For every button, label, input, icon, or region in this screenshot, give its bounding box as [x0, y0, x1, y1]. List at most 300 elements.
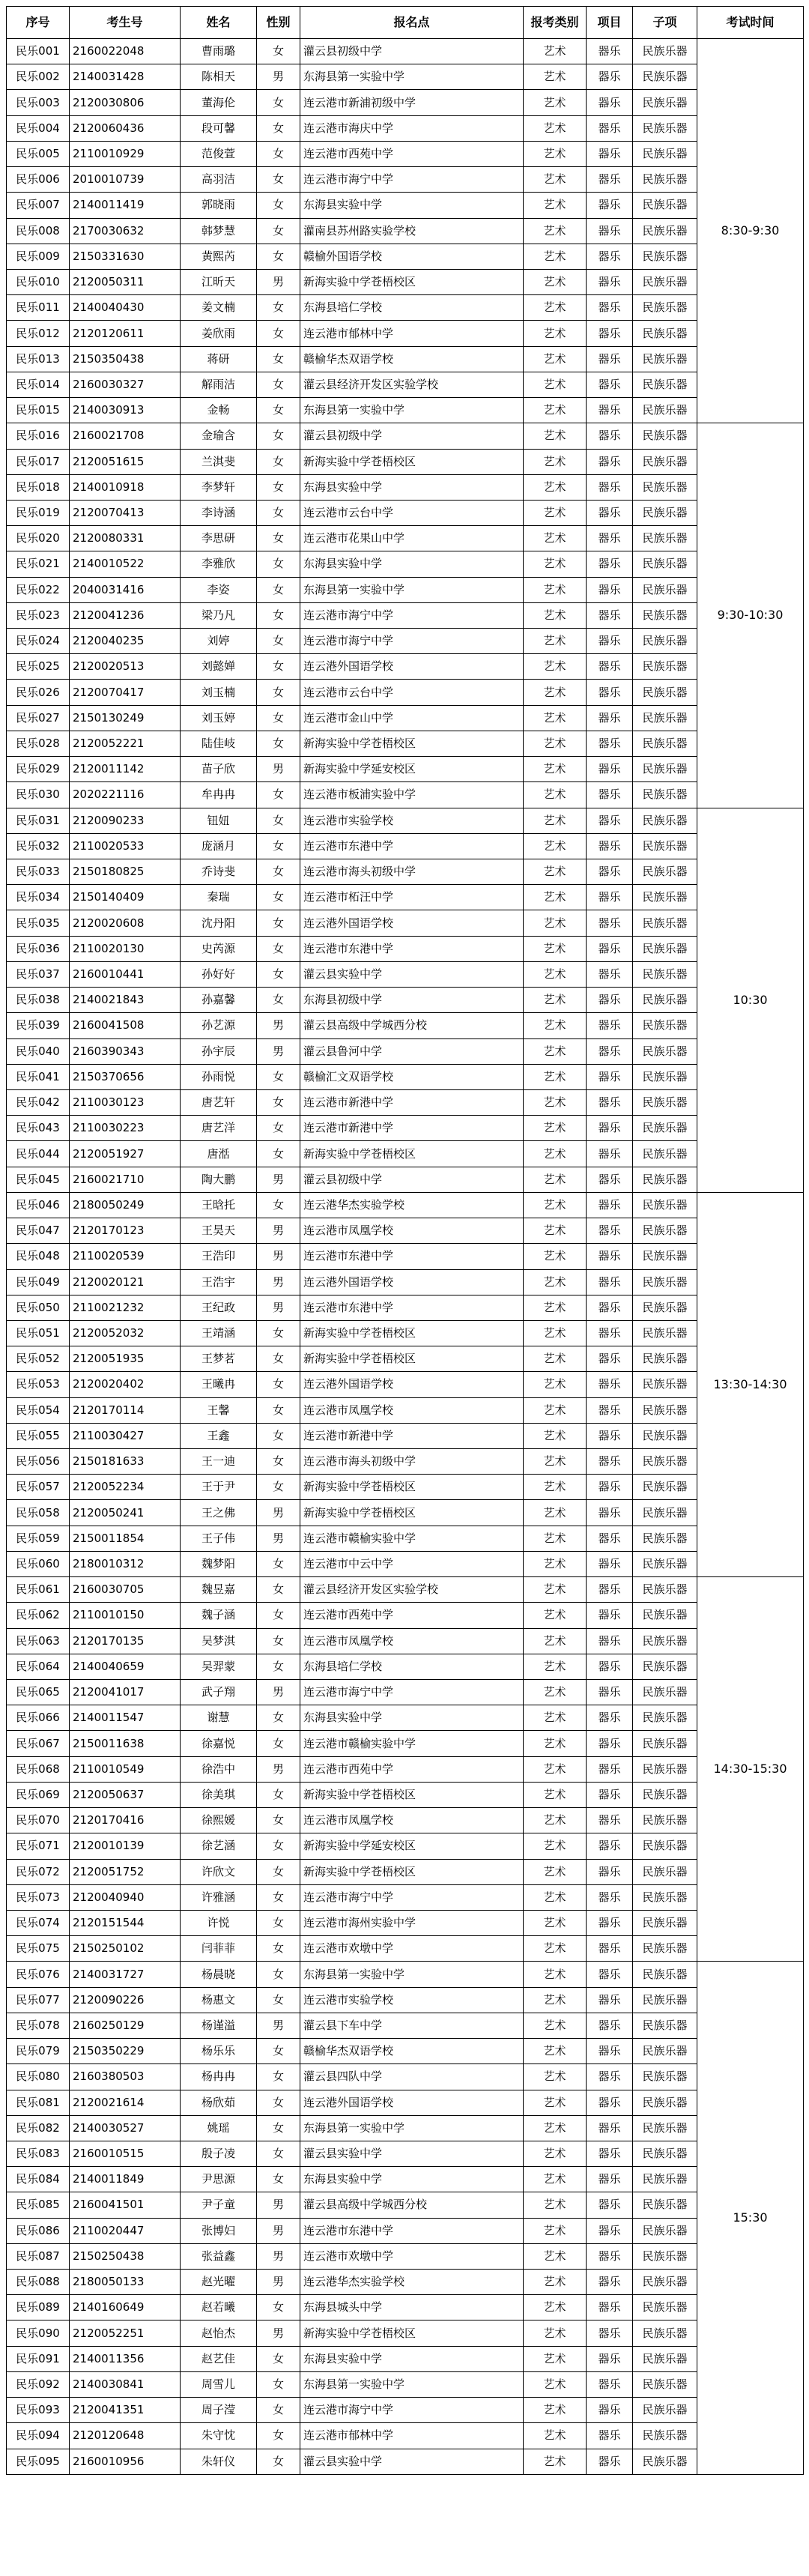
name-cell: 尹子童 — [181, 2192, 257, 2218]
item-cell: 器乐 — [587, 988, 633, 1013]
gender-cell: 女 — [257, 398, 300, 423]
category-cell: 艺术 — [524, 2398, 587, 2423]
site-cell: 东海县实验中学 — [300, 2346, 524, 2371]
gender-cell: 男 — [257, 1269, 300, 1295]
gender-cell: 男 — [257, 64, 300, 90]
subitem-cell: 民族乐器 — [633, 782, 697, 808]
exam-no-cell: 2120050311 — [70, 269, 181, 294]
subitem-cell: 民族乐器 — [633, 2090, 697, 2115]
table-row — [7, 988, 804, 1013]
site-cell: 新海实验中学苍梧校区 — [300, 1141, 524, 1167]
name-cell: 徐美琪 — [181, 1782, 257, 1807]
site-cell: 连云港外国语学校 — [300, 910, 524, 936]
seq-cell: 民乐041 — [7, 1064, 70, 1089]
exam-no-cell: 2120060436 — [70, 115, 181, 141]
gender-cell: 女 — [257, 321, 300, 346]
gender-cell: 女 — [257, 423, 300, 449]
category-cell: 艺术 — [524, 1218, 587, 1244]
name-cell: 赵光曜 — [181, 2270, 257, 2295]
name-cell: 李思研 — [181, 526, 257, 551]
table-row — [7, 321, 804, 346]
subitem-cell: 民族乐器 — [633, 2192, 697, 2218]
exam-no-cell: 2110021232 — [70, 1295, 181, 1320]
gender-cell: 女 — [257, 961, 300, 987]
table-body — [7, 39, 804, 2475]
site-cell: 新海实验中学苍梧校区 — [300, 1475, 524, 1500]
exam-no-cell: 2120052032 — [70, 1320, 181, 1346]
exam-no-cell: 2140030841 — [70, 2371, 181, 2397]
site-cell: 连云港外国语学校 — [300, 654, 524, 680]
exam-no-cell: 2150250102 — [70, 1936, 181, 1962]
gender-cell: 女 — [257, 2449, 300, 2474]
category-cell: 艺术 — [524, 1859, 587, 1884]
site-cell: 灌云县下车中学 — [300, 2013, 524, 2038]
subitem-cell: 民族乐器 — [633, 1116, 697, 1141]
header-name: 姓名 — [181, 7, 257, 39]
item-cell: 器乐 — [587, 731, 633, 756]
gender-cell: 女 — [257, 885, 300, 910]
site-cell: 连云港市凤凰学校 — [300, 1808, 524, 1833]
gender-cell: 女 — [257, 1064, 300, 1089]
seq-cell: 民乐090 — [7, 2320, 70, 2346]
gender-cell: 女 — [257, 295, 300, 321]
name-cell: 陈相天 — [181, 64, 257, 90]
item-cell: 器乐 — [587, 782, 633, 808]
category-cell: 艺术 — [524, 2346, 587, 2371]
category-cell: 艺术 — [524, 936, 587, 961]
seq-cell: 民乐079 — [7, 2039, 70, 2064]
category-cell: 艺术 — [524, 2295, 587, 2320]
exam-no-cell: 2160021710 — [70, 1167, 181, 1192]
seq-cell: 民乐067 — [7, 1731, 70, 1756]
subitem-cell: 民族乐器 — [633, 961, 697, 987]
category-cell: 艺术 — [524, 577, 587, 602]
exam-no-cell: 2160030705 — [70, 1577, 181, 1603]
gender-cell: 女 — [257, 1372, 300, 1397]
table-row — [7, 423, 804, 449]
exam-no-cell: 2160021708 — [70, 423, 181, 449]
seq-cell: 民乐040 — [7, 1038, 70, 1064]
exam-no-cell: 2020221116 — [70, 782, 181, 808]
gender-cell: 女 — [257, 193, 300, 218]
subitem-cell: 民族乐器 — [633, 1808, 697, 1833]
seq-cell: 民乐070 — [7, 1808, 70, 1833]
exam-no-cell: 2120050241 — [70, 1500, 181, 1526]
table-row — [7, 859, 804, 885]
subitem-cell: 民族乐器 — [633, 1551, 697, 1576]
seq-cell: 民乐030 — [7, 782, 70, 808]
subitem-cell: 民族乐器 — [633, 551, 697, 577]
table-row — [7, 2270, 804, 2295]
subitem-cell: 民族乐器 — [633, 2320, 697, 2346]
exam-no-cell: 2120051615 — [70, 449, 181, 474]
exam-no-cell: 2150011638 — [70, 1731, 181, 1756]
exam-no-cell: 2110030223 — [70, 1116, 181, 1141]
gender-cell: 女 — [257, 2115, 300, 2141]
seq-cell: 民乐045 — [7, 1167, 70, 1192]
seq-cell: 民乐057 — [7, 1475, 70, 1500]
item-cell: 器乐 — [587, 2449, 633, 2474]
name-cell: 李雅欣 — [181, 551, 257, 577]
category-cell: 艺术 — [524, 1884, 587, 1910]
table-row — [7, 449, 804, 474]
name-cell: 苗子欣 — [181, 757, 257, 782]
item-cell: 器乐 — [587, 2398, 633, 2423]
site-cell: 连云港市中云中学 — [300, 1551, 524, 1576]
exam-no-cell: 2140040430 — [70, 295, 181, 321]
item-cell: 器乐 — [587, 1295, 633, 1320]
site-cell: 新海实验中学苍梧校区 — [300, 269, 524, 294]
seq-cell: 民乐060 — [7, 1551, 70, 1576]
subitem-cell: 民族乐器 — [633, 910, 697, 936]
header-gender: 性别 — [257, 7, 300, 39]
category-cell: 艺术 — [524, 1449, 587, 1475]
exam-no-cell: 2120051752 — [70, 1859, 181, 1884]
name-cell: 兰淇斐 — [181, 449, 257, 474]
seq-cell: 民乐048 — [7, 1244, 70, 1269]
category-cell: 艺术 — [524, 2320, 587, 2346]
seq-cell: 民乐006 — [7, 167, 70, 193]
subitem-cell: 民族乐器 — [633, 2167, 697, 2192]
subitem-cell: 民族乐器 — [633, 1475, 697, 1500]
name-cell: 尹思源 — [181, 2167, 257, 2192]
seq-cell: 民乐064 — [7, 1654, 70, 1679]
name-cell: 许悦 — [181, 1910, 257, 1935]
table-row — [7, 1038, 804, 1064]
table-row — [7, 1526, 804, 1551]
category-cell: 艺术 — [524, 1244, 587, 1269]
name-cell: 徐熙媛 — [181, 1808, 257, 1833]
subitem-cell: 民族乐器 — [633, 833, 697, 859]
table-row — [7, 141, 804, 166]
exam-no-cell: 2140031428 — [70, 64, 181, 90]
exam-no-cell: 2120151544 — [70, 1910, 181, 1935]
item-cell: 器乐 — [587, 2295, 633, 2320]
seq-cell: 民乐093 — [7, 2398, 70, 2423]
table-row — [7, 1167, 804, 1192]
site-cell: 连云港华杰实验学校 — [300, 1192, 524, 1218]
site-cell: 连云港市凤凰学校 — [300, 1397, 524, 1423]
exam-no-cell: 2160030327 — [70, 372, 181, 397]
name-cell: 王鑫 — [181, 1423, 257, 1448]
seq-cell: 民乐028 — [7, 731, 70, 756]
item-cell: 器乐 — [587, 1705, 633, 1731]
category-cell: 艺术 — [524, 654, 587, 680]
subitem-cell: 民族乐器 — [633, 193, 697, 218]
item-cell: 器乐 — [587, 910, 633, 936]
gender-cell: 女 — [257, 910, 300, 936]
seq-cell: 民乐010 — [7, 269, 70, 294]
name-cell: 姚瑶 — [181, 2115, 257, 2141]
table-row — [7, 1654, 804, 1679]
category-cell: 艺术 — [524, 1013, 587, 1038]
item-cell: 器乐 — [587, 90, 633, 115]
category-cell: 艺术 — [524, 1038, 587, 1064]
exam-no-cell: 2040031416 — [70, 577, 181, 602]
table-row — [7, 1551, 804, 1576]
gender-cell: 女 — [257, 372, 300, 397]
item-cell: 器乐 — [587, 2371, 633, 2397]
name-cell: 史芮源 — [181, 936, 257, 961]
gender-cell: 女 — [257, 115, 300, 141]
category-cell: 艺术 — [524, 1167, 587, 1192]
category-cell: 艺术 — [524, 2371, 587, 2397]
item-cell: 器乐 — [587, 1603, 633, 1628]
site-cell: 灌云县高级中学城西分校 — [300, 2192, 524, 2218]
subitem-cell: 民族乐器 — [633, 1756, 697, 1782]
subitem-cell: 民族乐器 — [633, 1526, 697, 1551]
item-cell: 器乐 — [587, 2115, 633, 2141]
seq-cell: 民乐046 — [7, 1192, 70, 1218]
exam-no-cell: 2160041501 — [70, 2192, 181, 2218]
seq-cell: 民乐043 — [7, 1116, 70, 1141]
seq-cell: 民乐015 — [7, 398, 70, 423]
item-cell: 器乐 — [587, 372, 633, 397]
exam-no-cell: 2110030123 — [70, 1089, 181, 1115]
table-row — [7, 782, 804, 808]
category-cell: 艺术 — [524, 1269, 587, 1295]
name-cell: 陆佳岐 — [181, 731, 257, 756]
site-cell: 赣榆外国语学校 — [300, 244, 524, 269]
category-cell: 艺术 — [524, 474, 587, 500]
exam-time-cell: 9:30-10:30 — [697, 423, 804, 808]
site-cell: 东海县培仁学校 — [300, 1654, 524, 1679]
header-exam-no: 考生号 — [70, 7, 181, 39]
category-cell: 艺术 — [524, 1756, 587, 1782]
name-cell: 魏子涵 — [181, 1603, 257, 1628]
header-seq: 序号 — [7, 7, 70, 39]
category-cell: 艺术 — [524, 2115, 587, 2141]
category-cell: 艺术 — [524, 1320, 587, 1346]
name-cell: 杨谨溢 — [181, 2013, 257, 2038]
item-cell: 器乐 — [587, 141, 633, 166]
site-cell: 东海县实验中学 — [300, 551, 524, 577]
site-cell: 连云港市海宁中学 — [300, 1680, 524, 1705]
gender-cell: 男 — [257, 1038, 300, 1064]
category-cell: 艺术 — [524, 2243, 587, 2269]
table-row — [7, 218, 804, 244]
seq-cell: 民乐038 — [7, 988, 70, 1013]
table-row — [7, 1449, 804, 1475]
seq-cell: 民乐013 — [7, 346, 70, 372]
site-cell: 连云港市东港中学 — [300, 936, 524, 961]
table-row — [7, 2167, 804, 2192]
subitem-cell: 民族乐器 — [633, 1038, 697, 1064]
item-cell: 器乐 — [587, 244, 633, 269]
seq-cell: 民乐077 — [7, 1987, 70, 2013]
name-cell: 陶大鹏 — [181, 1167, 257, 1192]
name-cell: 赵若曦 — [181, 2295, 257, 2320]
item-cell: 器乐 — [587, 1987, 633, 2013]
item-cell: 器乐 — [587, 1013, 633, 1038]
seq-cell: 民乐049 — [7, 1269, 70, 1295]
seq-cell: 民乐042 — [7, 1089, 70, 1115]
exam-no-cell: 2140160649 — [70, 2295, 181, 2320]
subitem-cell: 民族乐器 — [633, 680, 697, 705]
subitem-cell: 民族乐器 — [633, 808, 697, 833]
category-cell: 艺术 — [524, 1116, 587, 1141]
gender-cell: 女 — [257, 2398, 300, 2423]
item-cell: 器乐 — [587, 193, 633, 218]
category-cell: 艺术 — [524, 398, 587, 423]
item-cell: 器乐 — [587, 167, 633, 193]
site-cell: 东海县培仁学校 — [300, 295, 524, 321]
exam-no-cell: 2120120611 — [70, 321, 181, 346]
site-cell: 新海实验中学苍梧校区 — [300, 2320, 524, 2346]
subitem-cell: 民族乐器 — [633, 90, 697, 115]
seq-cell: 民乐086 — [7, 2218, 70, 2243]
category-cell: 艺术 — [524, 833, 587, 859]
subitem-cell: 民族乐器 — [633, 2115, 697, 2141]
category-cell: 艺术 — [524, 2090, 587, 2115]
seq-cell: 民乐076 — [7, 1962, 70, 1987]
exam-no-cell: 2140040659 — [70, 1654, 181, 1679]
category-cell: 艺术 — [524, 1705, 587, 1731]
site-cell: 连云港市海宁中学 — [300, 602, 524, 628]
item-cell: 器乐 — [587, 1141, 633, 1167]
seq-cell: 民乐065 — [7, 1680, 70, 1705]
item-cell: 器乐 — [587, 115, 633, 141]
item-cell: 器乐 — [587, 1449, 633, 1475]
category-cell: 艺术 — [524, 526, 587, 551]
gender-cell: 女 — [257, 1449, 300, 1475]
category-cell: 艺术 — [524, 2039, 587, 2064]
category-cell: 艺术 — [524, 39, 587, 64]
table-row — [7, 474, 804, 500]
site-cell: 灌云县初级中学 — [300, 39, 524, 64]
name-cell: 董海伦 — [181, 90, 257, 115]
subitem-cell: 民族乐器 — [633, 2270, 697, 2295]
gender-cell: 女 — [257, 2423, 300, 2449]
subitem-cell: 民族乐器 — [633, 1089, 697, 1115]
subitem-cell: 民族乐器 — [633, 1218, 697, 1244]
name-cell: 吴羿蒙 — [181, 1654, 257, 1679]
subitem-cell: 民族乐器 — [633, 2398, 697, 2423]
gender-cell: 女 — [257, 474, 300, 500]
site-cell: 连云港市新港中学 — [300, 1089, 524, 1115]
item-cell: 器乐 — [587, 321, 633, 346]
category-cell: 艺术 — [524, 321, 587, 346]
table-row — [7, 1987, 804, 2013]
site-cell: 连云港市赣榆实验中学 — [300, 1526, 524, 1551]
subitem-cell: 民族乐器 — [633, 141, 697, 166]
name-cell: 徐嘉悦 — [181, 1731, 257, 1756]
name-cell: 孙好好 — [181, 961, 257, 987]
subitem-cell: 民族乐器 — [633, 1577, 697, 1603]
seq-cell: 民乐073 — [7, 1884, 70, 1910]
subitem-cell: 民族乐器 — [633, 398, 697, 423]
table-row — [7, 1936, 804, 1962]
category-cell: 艺术 — [524, 500, 587, 525]
seq-cell: 民乐004 — [7, 115, 70, 141]
gender-cell: 女 — [257, 833, 300, 859]
category-cell: 艺术 — [524, 141, 587, 166]
subitem-cell: 民族乐器 — [633, 629, 697, 654]
exam-no-cell: 2150350229 — [70, 2039, 181, 2064]
gender-cell: 男 — [257, 1295, 300, 1320]
gender-cell: 女 — [257, 2039, 300, 2064]
exam-no-cell: 2150181633 — [70, 1449, 181, 1475]
subitem-cell: 民族乐器 — [633, 269, 697, 294]
subitem-cell: 民族乐器 — [633, 1859, 697, 1884]
name-cell: 孙艺源 — [181, 1013, 257, 1038]
subitem-cell: 民族乐器 — [633, 1628, 697, 1654]
exam-no-cell: 2140021843 — [70, 988, 181, 1013]
category-cell: 艺术 — [524, 1089, 587, 1115]
table-row — [7, 1397, 804, 1423]
seq-cell: 民乐034 — [7, 885, 70, 910]
name-cell: 周子滢 — [181, 2398, 257, 2423]
category-cell: 艺术 — [524, 1500, 587, 1526]
category-cell: 艺术 — [524, 115, 587, 141]
subitem-cell: 民族乐器 — [633, 1782, 697, 1807]
name-cell: 曹雨璐 — [181, 39, 257, 64]
item-cell: 器乐 — [587, 859, 633, 885]
gender-cell: 女 — [257, 629, 300, 654]
name-cell: 杨乐乐 — [181, 2039, 257, 2064]
gender-cell: 女 — [257, 577, 300, 602]
category-cell: 艺术 — [524, 961, 587, 987]
category-cell: 艺术 — [524, 2167, 587, 2192]
name-cell: 刘玉楠 — [181, 680, 257, 705]
subitem-cell: 民族乐器 — [633, 2013, 697, 2038]
seq-cell: 民乐012 — [7, 321, 70, 346]
table-row — [7, 1244, 804, 1269]
name-cell: 唐湉 — [181, 1141, 257, 1167]
table-row — [7, 1782, 804, 1807]
table-row — [7, 1295, 804, 1320]
name-cell: 牟冉冉 — [181, 782, 257, 808]
item-cell: 器乐 — [587, 1808, 633, 1833]
table-row — [7, 1628, 804, 1654]
gender-cell: 女 — [257, 449, 300, 474]
subitem-cell: 民族乐器 — [633, 1244, 697, 1269]
name-cell: 钮妞 — [181, 808, 257, 833]
name-cell: 刘懿婵 — [181, 654, 257, 680]
seq-cell: 民乐068 — [7, 1756, 70, 1782]
site-cell: 连云港市实验学校 — [300, 1987, 524, 2013]
seq-cell: 民乐051 — [7, 1320, 70, 1346]
seq-cell: 民乐050 — [7, 1295, 70, 1320]
exam-no-cell: 2120041017 — [70, 1680, 181, 1705]
gender-cell: 男 — [257, 2270, 300, 2295]
gender-cell: 女 — [257, 244, 300, 269]
category-cell: 艺术 — [524, 90, 587, 115]
exam-no-cell: 2140010918 — [70, 474, 181, 500]
name-cell: 乔诗斐 — [181, 859, 257, 885]
category-cell: 艺术 — [524, 1192, 587, 1218]
header-item: 项目 — [587, 7, 633, 39]
seq-cell: 民乐094 — [7, 2423, 70, 2449]
exam-no-cell: 2120041236 — [70, 602, 181, 628]
name-cell: 解雨洁 — [181, 372, 257, 397]
subitem-cell: 民族乐器 — [633, 372, 697, 397]
exam-no-cell: 2140010522 — [70, 551, 181, 577]
name-cell: 杨冉冉 — [181, 2064, 257, 2090]
table-row — [7, 1808, 804, 1833]
gender-cell: 女 — [257, 1320, 300, 1346]
seq-cell: 民乐023 — [7, 602, 70, 628]
name-cell: 张博妇 — [181, 2218, 257, 2243]
seq-cell: 民乐029 — [7, 757, 70, 782]
name-cell: 殷子凌 — [181, 2141, 257, 2166]
name-cell: 梁乃凡 — [181, 602, 257, 628]
table-row — [7, 2141, 804, 2166]
subitem-cell: 民族乐器 — [633, 115, 697, 141]
site-cell: 新海实验中学苍梧校区 — [300, 1346, 524, 1372]
gender-cell: 女 — [257, 1628, 300, 1654]
exam-no-cell: 2140030913 — [70, 398, 181, 423]
